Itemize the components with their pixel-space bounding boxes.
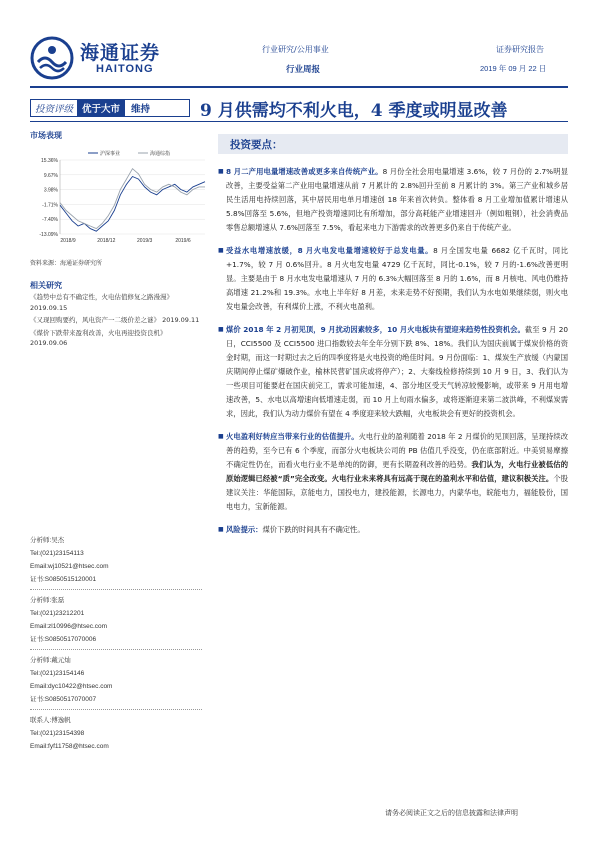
analyst-name: 分析师:戴元灿 — [30, 657, 71, 664]
analyst-cert: 证书:S0850515120001 — [30, 576, 97, 583]
report-date: 2019 年 09 月 22 日 — [480, 64, 547, 73]
rating-label: 投资评级 — [31, 100, 78, 116]
key-point-4 — [218, 430, 568, 514]
report-title: 9 月供需均不利火电，4 季度或明显改善 — [200, 101, 508, 121]
key-point-4-text: 火电行业的盈利随着 2018 年 2 月煤价的见顶回落，呈现持续改善的趋势，至今已有 6 个季度，而部分火电板块公司的 PB 估值几乎没变，仍在底部附近。中美贸易摩擦不确定性仍在，而看火电行业不是单纯的防御，更有长期盈利改善的趋势。 — [226, 432, 568, 469]
related-item[interactable] — [30, 292, 202, 313]
key-point-2 — [218, 244, 568, 314]
risk-text: 煤价下跌的时间具有不确定性。 — [262, 525, 365, 534]
analyst-separator — [30, 709, 202, 710]
analyst-name: 分析师:张磊 — [30, 597, 65, 604]
chart-legend-label: 沪深事业 — [100, 151, 121, 157]
chart-y-tick-label: -1.71% — [42, 202, 58, 209]
related-item-title: 《煤价下跌带来盈利改善，火电再迎投资良机》 — [30, 328, 167, 337]
chart-source: 资料来源：海通证券研究所 — [30, 260, 103, 267]
key-point-4-stocks: 个股建议关注：华能国际，京能电力，国投电力，建投能源，长源电力，内蒙华电，皖能电力，福能股份，国电电力，宝新能源。 — [226, 474, 568, 511]
analyst-email[interactable]: Email:fyf11758@htsec.com — [30, 743, 109, 750]
related-item-date: 2019.09.15 — [30, 303, 68, 312]
analyst-tel: Tel:(021)23154398 — [30, 730, 85, 737]
key-point-4-headline: 火电盈利好转应当带来行业的估值提升。 — [226, 432, 359, 441]
header-divider — [30, 86, 568, 88]
related-item-date: 2019.09.06 — [30, 339, 68, 347]
analyst-block — [30, 654, 202, 706]
rating-value: 优于大市 — [78, 100, 125, 116]
key-point-2-headline: 受益水电增速放缓，8 月火电发电量增速较好于总发电量。 — [226, 246, 434, 255]
chart-y-tick-label: 9.67% — [43, 172, 58, 179]
title-divider — [30, 121, 568, 122]
related-item-title: 《又现回购要约，风电资产一二级价差之谜》 — [30, 316, 160, 324]
analyst-separator — [30, 649, 202, 650]
analyst-tel: Tel:(021)23212201 — [30, 610, 85, 617]
related-item-date: 2019.09.11 — [160, 316, 200, 324]
disclaimer-footer: 请务必阅读正文之后的信息披露和法律声明 — [385, 809, 518, 817]
analyst-block — [30, 594, 202, 646]
related-item[interactable] — [30, 315, 202, 326]
report-type: 行业周报 — [286, 65, 321, 75]
logo-text-en: HAITONG — [96, 63, 154, 75]
key-point-1-headline: 8 月二产用电量增速改善或更多来自传统产业。 — [226, 167, 383, 176]
key-point-5 — [218, 523, 568, 537]
related-heading: 相关研究 — [30, 281, 62, 290]
key-points-body — [218, 165, 568, 546]
key-point-4-emphasis: 我们认为，火电行业被低估的原始逻辑已经被“质”完全改变。火电行业未来将具有远高于现在的盈利水平和估值，建议积极关注。 — [226, 460, 569, 483]
analyst-cert: 证书:S0850517070006 — [30, 636, 97, 643]
analyst-block — [30, 534, 202, 586]
chart-series-line-2 — [60, 169, 205, 229]
rating-action: 维持 — [131, 104, 151, 115]
haitong-logo-icon — [30, 36, 74, 80]
report-category: 行业研究/公用事业 — [262, 45, 329, 54]
chart-y-tick-label: 3.98% — [43, 187, 58, 194]
analyst-cert: 证书:S0850517070007 — [30, 696, 97, 703]
key-point-1-text: 8 月份全社会用电量增速 3.6%，较 7 月份的 2.7%明显改善，主要受益第二产业用电量增速从前 7 月累计的 2.8%回升至前 8 月累计的 3%。第三产业和城乡居民生活用电持续回落，其中居民用电单月增速创 18 年来首次转负。整体看 8 月工业增加值累计增速从 5.8%回落至 5.6%，但地产投资增速同比有所增加，部分高耗能产业增速回升（例如粗钢），社会消费品零售总额增速从 7.6%回落至 7.5%，看起来电力下游需求的改善更多仍来自于传统产业。 — [226, 167, 568, 232]
chart-x-tick-label: 2019/3 — [137, 238, 153, 244]
key-point-3-text: 截至 9 月 20 日，CCI5500 及 CCI5500 进口指数较去年全年分别下跌 8%、18%。我们认为国庆前属于煤炭价格的资金时期，而这一时期过去之后的四季度将是火电投资的绝佳时间。9 月份面临：1、煤炭生产放缓（内蒙国庆期间停止煤矿爆破作业，榆林民营矿国庆或将停产）；2、大秦线检修持续到 10 月 9 日，3、我们认为一些项目可能要赶在国庆前完工，需求可能加速，4、部分地区受天气转凉较慢影响，或带来 9 月用电增速改善，5、水电以高增速向低增速走弱，而 10 月上旬雨水偏多，或将逐渐迎来第二波洪峰，不利煤炭需求，因此，我们认为动力煤价有望在 4 季度迎来较大跌幅，火电板块会有更好的投资机会。 — [226, 325, 568, 418]
related-item[interactable] — [30, 328, 202, 349]
analyst-block — [30, 714, 202, 753]
analyst-email[interactable]: Email:zl10996@htsec.com — [30, 623, 108, 630]
analyst-tel: Tel:(021)23154113 — [30, 550, 84, 557]
analyst-separator — [30, 589, 202, 590]
analyst-email[interactable]: Email:dyc10422@htsec.com — [30, 683, 113, 690]
key-points-heading: 投资要点： — [218, 134, 568, 154]
key-point-1 — [218, 165, 568, 235]
analyst-tel: Tel:(021)23154146 — [30, 670, 85, 677]
chart-series-line-1 — [60, 177, 205, 232]
key-point-3-headline: 煤价 2018 年 2 月初见顶，9 月扰动因素较多，10 月火电板块有望迎来趋势性投资机会。 — [226, 325, 525, 334]
market-performance-chart — [30, 148, 210, 248]
chart-x-tick-label: 2018/12 — [97, 238, 116, 244]
related-research-list — [30, 292, 202, 351]
key-point-2-text: 8 月全国发电量 6682 亿千瓦时，同比+1.7%，较 7 月 0.6%回升。8 月火电发电量 4729 亿千瓦时，同比-0.1%，较 7 月的-1.6%改善更明显。主要是由于 8 月水电发电量增速从 7 月的 6.3%大幅回落至 8 月的 1.6%，而 8 月核电、风电仍维持高增速 21.2%和 19.3%。水电上半年好 8 月差，未来走势不好预期，我们认为水电如果继续弱，则火电发电量会改善，有利煤价上涨，不利火电盈利。 — [226, 246, 569, 311]
analyst-name: 联系人:傅逸帆 — [30, 717, 71, 724]
analyst-email[interactable]: Email:wj10521@htsec.com — [30, 563, 109, 570]
market-heading: 市场表现 — [30, 131, 62, 140]
key-point-3 — [218, 323, 568, 421]
rating-box — [30, 99, 190, 117]
report-kind: 证券研究报告 — [496, 45, 544, 54]
chart-x-tick-label: 2018/9 — [60, 238, 76, 244]
chart-y-tick-label: -7.40% — [42, 217, 58, 224]
risk-headline: 风险提示： — [226, 525, 263, 534]
chart-x-tick-label: 2019/6 — [175, 238, 191, 244]
chart-y-tick-label: 15.36% — [41, 158, 58, 164]
chart-y-tick-label: -13.09% — [39, 232, 58, 238]
chart-legend-label: 海通综指 — [150, 151, 171, 157]
logo-text-cn: 海通证券 — [80, 42, 161, 64]
analyst-name: 分析师:吴杰 — [30, 537, 65, 544]
analyst-list — [30, 534, 202, 756]
related-item-title: 《趋势中总有不确定性，火电估值修复之路漫漫》 — [30, 293, 173, 301]
